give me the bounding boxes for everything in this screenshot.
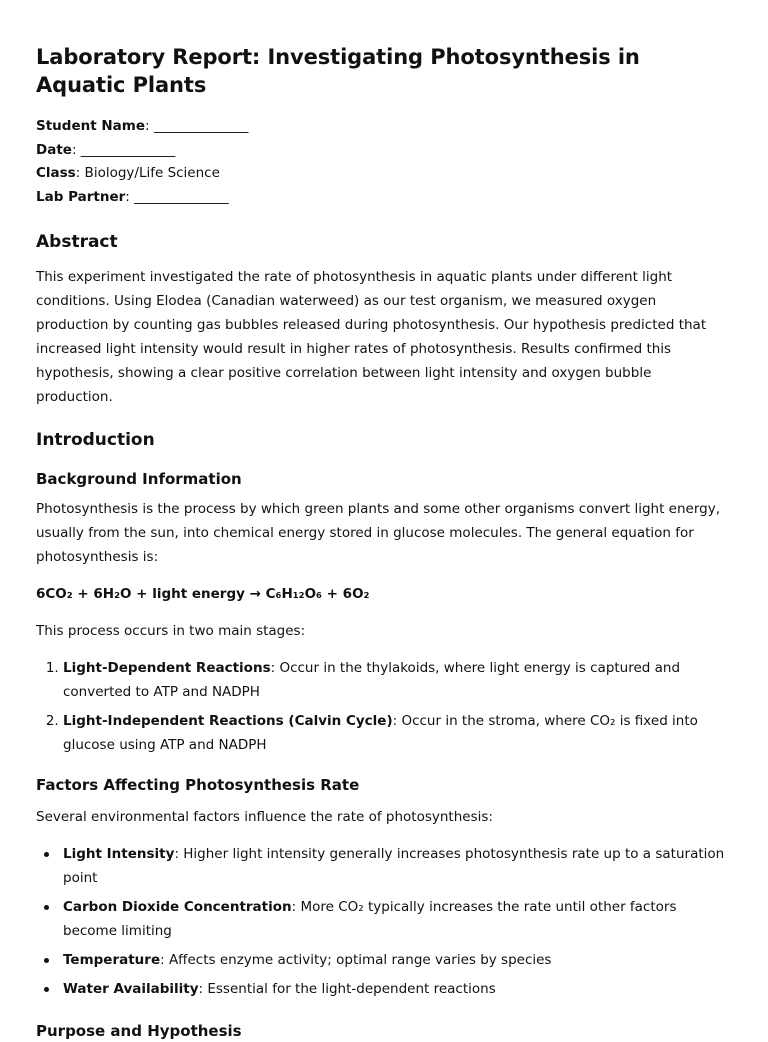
factor-desc: : Essential for the light-dependent reactions — [198, 980, 496, 997]
factors-list — [36, 842, 732, 1001]
introduction-heading: Introduction — [36, 429, 155, 450]
factor-term: Light Intensity — [63, 845, 175, 862]
bullet-icon — [44, 905, 49, 910]
stage-term: Light-Dependent Reactions — [63, 659, 271, 676]
background-text: Photosynthesis is the process by which green plants and some other organisms convert light energy, usually from the sun, into chemical energy stored in glucose molecules. The general equation for photosynthesis is: — [36, 500, 720, 565]
date-value: : ______________ — [71, 141, 176, 158]
lab-partner-line — [36, 186, 732, 210]
stage-term: Light-Independent Reactions (Calvin Cycle) — [63, 712, 393, 729]
report-meta — [36, 115, 732, 210]
date-line — [36, 139, 732, 163]
class-label: Class — [36, 165, 76, 182]
student-name-value: : ______________ — [145, 118, 249, 134]
factor-term: Water Availability — [63, 980, 199, 997]
class-line — [36, 162, 732, 186]
lab-partner-label: Lab Partner — [36, 189, 126, 206]
abstract-heading: Abstract — [36, 231, 118, 252]
bullet-icon — [44, 852, 49, 857]
student-name-label: Student Name — [36, 118, 146, 134]
bullet-icon — [44, 958, 49, 963]
factor-item — [63, 842, 732, 890]
factor-desc: : More CO₂ typically increases the rate until other factors become limiting — [63, 898, 677, 939]
lab-partner-value: : ______________ — [125, 189, 229, 206]
factor-term: Temperature — [63, 951, 161, 968]
abstract-text: This experiment investigated the rate of photosynthesis in aquatic plants under different light conditions. Using Elodea (Canadian waterweed) as our test organism, we measured oxygen production by counting gas bubbles released during photosynthesis. Our hypothesis predicted that increased light intensity would result in higher rates of photosynthesis. Results confirmed this hypothesis, showing a clear positive correlation between light intensity and oxygen bubble production. — [36, 268, 707, 405]
photosynthesis-equation: 6CO₂ + 6H₂O + light energy → C₆H₁₂O₆ + 6O₂ — [36, 585, 370, 602]
student-name-line — [36, 115, 732, 139]
purpose-heading: Purpose and Hypothesis — [36, 1021, 242, 1040]
date-label: Date — [36, 141, 72, 158]
stage-item — [63, 709, 732, 757]
bullet-icon — [44, 987, 49, 992]
factor-term: Carbon Dioxide Concentration — [63, 898, 292, 915]
stage-desc: : Occur in the thylakoids, where light energy is captured and converted to ATP and NADPH — [63, 659, 681, 700]
stage-desc: : Occur in the stroma, where CO₂ is fixed into glucose using ATP and NADPH — [63, 712, 698, 753]
factors-intro: Several environmental factors influence the rate of photosynthesis: — [36, 808, 493, 825]
background-heading: Background Information — [36, 469, 242, 488]
factor-item — [63, 895, 732, 943]
report-title: Laboratory Report: Investigating Photosynthesis in Aquatic Plants — [36, 45, 640, 97]
class-value: : Biology/Life Science — [75, 165, 220, 182]
stages-list — [36, 656, 732, 757]
factors-heading: Factors Affecting Photosynthesis Rate — [36, 775, 360, 794]
stages-intro: This process occurs in two main stages: — [36, 622, 306, 639]
stage-item — [63, 656, 732, 704]
factor-item — [63, 977, 732, 1001]
factor-item — [63, 948, 732, 972]
factor-desc: : Higher light intensity generally increases photosynthesis rate up to a saturation point — [63, 845, 725, 886]
factor-desc: : Affects enzyme activity; optimal range varies by species — [160, 951, 552, 968]
